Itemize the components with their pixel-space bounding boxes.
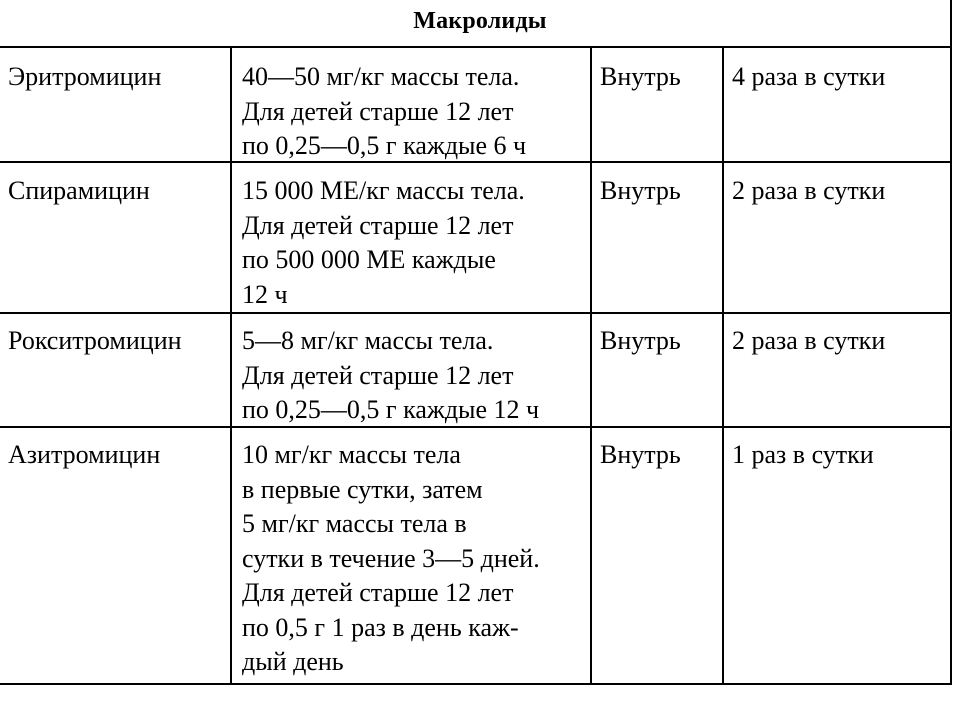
dose-cell [242, 438, 540, 680]
col-rule-3 [722, 46, 724, 685]
dose-line: по 0,5 г 1 раз в день каж- [242, 612, 519, 642]
col-rule-2 [590, 46, 592, 685]
dose-line: 5 мг/кг массы тела в [242, 509, 467, 538]
drug-name: Эритромицин [8, 62, 162, 91]
title-rule [0, 46, 952, 48]
drug-name: Рокситромицин [8, 326, 182, 355]
dose-line: по 0,25—0,5 г каждые 12 ч [242, 395, 540, 424]
route: Внутрь [600, 176, 681, 205]
frequency: 4 раза в сутки [732, 62, 886, 91]
drug-name: Спирамицин [8, 176, 150, 205]
row-rule-2 [0, 312, 952, 314]
dose-line: в первые сутки, затем [242, 474, 483, 504]
dose-line: 15 000 МЕ/кг массы тела. [242, 176, 525, 205]
frequency: 2 раза в сутки [732, 176, 886, 205]
table-border-right [950, 0, 952, 685]
dose-line: 40—50 мг/кг массы тела. [242, 62, 520, 91]
col-rule-1 [230, 46, 232, 685]
dose-line: Для детей старше 12 лет [242, 360, 514, 390]
table-bottom-rule [0, 683, 952, 685]
route: Внутрь [600, 440, 681, 469]
dose-line: 12 ч [242, 279, 288, 309]
dose-line: сутки в течение 3—5 дней. [242, 543, 540, 573]
frequency: 2 раза в сутки [732, 326, 886, 355]
dose-line: по 500 000 МЕ каждые [242, 245, 496, 274]
dose-line: 10 мг/кг массы тела [242, 440, 461, 469]
route: Внутрь [600, 326, 681, 355]
dose-line: 5—8 мг/кг массы тела. [242, 326, 494, 355]
frequency: 1 раз в сутки [732, 440, 874, 469]
table-title: Макролиды [413, 8, 547, 34]
dose-line: Для детей старше 12 лет [242, 96, 514, 126]
dose-line: Для детей старше 12 лет [242, 578, 514, 607]
drug-name: Азитромицин [8, 440, 161, 469]
route: Внутрь [600, 62, 681, 91]
dose-cell [242, 324, 539, 428]
dose-cell [242, 60, 526, 164]
dose-line: по 0,25—0,5 г каждые 6 ч [242, 131, 527, 160]
dose-line: Для детей старше 12 лет [242, 210, 514, 240]
dose-cell [242, 174, 525, 312]
dose-line: дый день [242, 647, 344, 676]
